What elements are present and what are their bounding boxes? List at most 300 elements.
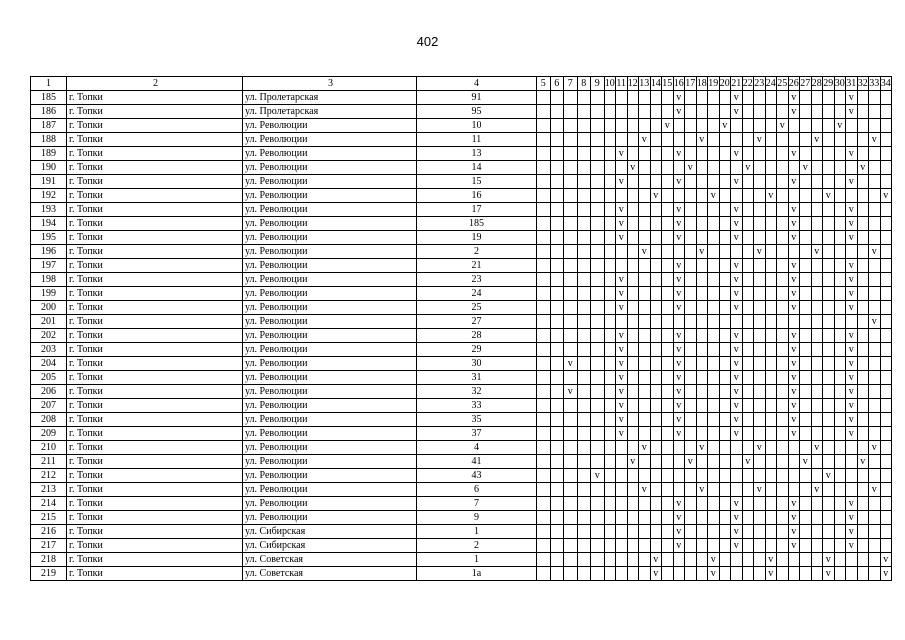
empty-cell bbox=[564, 105, 578, 119]
empty-cell bbox=[869, 539, 881, 553]
empty-cell bbox=[627, 441, 639, 455]
empty-cell bbox=[708, 427, 720, 441]
check-mark-cell: v bbox=[616, 273, 628, 287]
empty-cell bbox=[591, 567, 605, 581]
empty-cell bbox=[823, 483, 835, 497]
empty-cell bbox=[846, 133, 858, 147]
empty-cell bbox=[537, 315, 551, 329]
house-number-cell: 16 bbox=[417, 189, 537, 203]
table-row bbox=[31, 525, 892, 539]
empty-cell bbox=[537, 231, 551, 245]
empty-cell bbox=[777, 357, 789, 371]
city-cell: г. Топки bbox=[67, 105, 243, 119]
check-mark-cell: v bbox=[731, 231, 743, 245]
column-header-33: 33 bbox=[869, 78, 880, 89]
empty-cell bbox=[719, 217, 731, 231]
empty-cell bbox=[639, 301, 651, 315]
empty-cell bbox=[777, 147, 789, 161]
empty-cell bbox=[639, 203, 651, 217]
table-row bbox=[31, 217, 892, 231]
empty-cell bbox=[639, 147, 651, 161]
empty-cell bbox=[800, 399, 812, 413]
street-cell: ул. Революции bbox=[243, 497, 417, 511]
empty-cell bbox=[662, 385, 674, 399]
check-mark-cell: v bbox=[639, 441, 651, 455]
empty-cell bbox=[823, 413, 835, 427]
empty-cell bbox=[777, 259, 789, 273]
empty-cell bbox=[662, 399, 674, 413]
empty-cell bbox=[800, 441, 812, 455]
row-number: 206 bbox=[31, 385, 67, 399]
empty-cell bbox=[742, 105, 754, 119]
empty-cell bbox=[696, 539, 708, 553]
house-number-cell: 13 bbox=[417, 147, 537, 161]
empty-cell bbox=[777, 315, 789, 329]
check-mark-cell: v bbox=[788, 105, 800, 119]
empty-cell bbox=[708, 469, 720, 483]
empty-cell bbox=[857, 371, 869, 385]
empty-cell bbox=[696, 119, 708, 133]
house-number-cell: 10 bbox=[417, 119, 537, 133]
street-cell: ул. Революции bbox=[243, 371, 417, 385]
empty-cell bbox=[662, 133, 674, 147]
empty-cell bbox=[604, 553, 616, 567]
empty-cell bbox=[685, 497, 697, 511]
empty-cell bbox=[662, 147, 674, 161]
empty-cell bbox=[564, 371, 578, 385]
empty-cell bbox=[788, 441, 800, 455]
empty-cell bbox=[577, 133, 591, 147]
street-cell: ул. Революции bbox=[243, 315, 417, 329]
empty-cell bbox=[800, 413, 812, 427]
empty-cell bbox=[650, 525, 662, 539]
empty-cell bbox=[627, 315, 639, 329]
empty-cell bbox=[591, 231, 605, 245]
empty-cell bbox=[650, 287, 662, 301]
empty-cell bbox=[880, 245, 892, 259]
empty-cell bbox=[719, 315, 731, 329]
empty-cell bbox=[639, 217, 651, 231]
empty-cell bbox=[811, 175, 823, 189]
empty-cell bbox=[639, 399, 651, 413]
empty-cell bbox=[591, 539, 605, 553]
empty-cell bbox=[811, 357, 823, 371]
check-mark-cell: v bbox=[650, 553, 662, 567]
empty-cell bbox=[577, 301, 591, 315]
row-number: 210 bbox=[31, 441, 67, 455]
empty-cell bbox=[616, 525, 628, 539]
empty-cell bbox=[564, 525, 578, 539]
empty-cell bbox=[788, 455, 800, 469]
row-number: 212 bbox=[31, 469, 67, 483]
row-number: 190 bbox=[31, 161, 67, 175]
empty-cell bbox=[869, 385, 881, 399]
table-row bbox=[31, 483, 892, 497]
table-row bbox=[31, 413, 892, 427]
empty-cell bbox=[823, 273, 835, 287]
table-row bbox=[31, 91, 892, 105]
empty-cell bbox=[673, 455, 685, 469]
empty-cell bbox=[834, 105, 846, 119]
empty-cell bbox=[777, 441, 789, 455]
empty-cell bbox=[550, 539, 564, 553]
empty-cell bbox=[696, 343, 708, 357]
empty-cell bbox=[696, 525, 708, 539]
empty-cell bbox=[834, 315, 846, 329]
empty-cell bbox=[800, 287, 812, 301]
table-row bbox=[31, 553, 892, 567]
empty-cell bbox=[537, 161, 551, 175]
empty-cell bbox=[834, 133, 846, 147]
empty-cell bbox=[550, 399, 564, 413]
empty-cell bbox=[765, 413, 777, 427]
empty-cell bbox=[788, 469, 800, 483]
empty-cell bbox=[696, 455, 708, 469]
check-mark-cell: v bbox=[788, 371, 800, 385]
empty-cell bbox=[811, 385, 823, 399]
empty-cell bbox=[685, 133, 697, 147]
row-number: 188 bbox=[31, 133, 67, 147]
house-number-cell: 17 bbox=[417, 203, 537, 217]
empty-cell bbox=[869, 119, 881, 133]
empty-cell bbox=[800, 553, 812, 567]
city-cell: г. Топки bbox=[67, 553, 243, 567]
empty-cell bbox=[639, 273, 651, 287]
check-mark-cell: v bbox=[616, 329, 628, 343]
empty-cell bbox=[765, 231, 777, 245]
empty-cell bbox=[604, 483, 616, 497]
check-mark-cell: v bbox=[869, 483, 881, 497]
check-mark-cell: v bbox=[564, 385, 578, 399]
empty-cell bbox=[869, 371, 881, 385]
empty-cell bbox=[869, 301, 881, 315]
empty-cell bbox=[742, 539, 754, 553]
empty-cell bbox=[765, 441, 777, 455]
check-mark-cell: v bbox=[880, 567, 892, 581]
empty-cell bbox=[696, 385, 708, 399]
check-mark-cell: v bbox=[616, 413, 628, 427]
check-mark-cell: v bbox=[811, 245, 823, 259]
empty-cell bbox=[639, 91, 651, 105]
empty-cell bbox=[800, 189, 812, 203]
empty-cell bbox=[857, 119, 869, 133]
empty-cell bbox=[811, 399, 823, 413]
check-mark-cell: v bbox=[869, 315, 881, 329]
empty-cell bbox=[604, 399, 616, 413]
empty-cell bbox=[777, 245, 789, 259]
empty-cell bbox=[662, 245, 674, 259]
empty-cell bbox=[604, 357, 616, 371]
empty-cell bbox=[650, 427, 662, 441]
check-mark-cell: v bbox=[754, 245, 766, 259]
empty-cell bbox=[627, 203, 639, 217]
empty-cell bbox=[880, 483, 892, 497]
empty-cell bbox=[857, 217, 869, 231]
empty-cell bbox=[765, 245, 777, 259]
empty-cell bbox=[719, 161, 731, 175]
city-cell: г. Топки bbox=[67, 231, 243, 245]
street-cell: ул. Революции bbox=[243, 189, 417, 203]
empty-cell bbox=[742, 259, 754, 273]
empty-cell bbox=[742, 189, 754, 203]
empty-cell bbox=[550, 161, 564, 175]
empty-cell bbox=[869, 553, 881, 567]
table-row bbox=[31, 133, 892, 147]
check-mark-cell: v bbox=[616, 357, 628, 371]
empty-cell bbox=[627, 497, 639, 511]
empty-cell bbox=[616, 455, 628, 469]
empty-cell bbox=[823, 427, 835, 441]
empty-cell bbox=[765, 427, 777, 441]
empty-cell bbox=[754, 525, 766, 539]
check-mark-cell: v bbox=[662, 119, 674, 133]
empty-cell bbox=[550, 301, 564, 315]
empty-cell bbox=[869, 217, 881, 231]
empty-cell bbox=[627, 399, 639, 413]
empty-cell bbox=[811, 539, 823, 553]
empty-cell bbox=[650, 483, 662, 497]
empty-cell bbox=[765, 399, 777, 413]
empty-cell bbox=[731, 315, 743, 329]
check-mark-cell: v bbox=[696, 245, 708, 259]
check-mark-cell: v bbox=[673, 399, 685, 413]
street-cell: ул. Революции bbox=[243, 259, 417, 273]
empty-cell bbox=[777, 273, 789, 287]
house-number-cell: 32 bbox=[417, 385, 537, 399]
empty-cell bbox=[662, 511, 674, 525]
empty-cell bbox=[880, 147, 892, 161]
empty-cell bbox=[754, 203, 766, 217]
table-row bbox=[31, 497, 892, 511]
house-number-cell: 95 bbox=[417, 105, 537, 119]
empty-cell bbox=[550, 413, 564, 427]
check-mark-cell: v bbox=[685, 455, 697, 469]
empty-cell bbox=[604, 273, 616, 287]
empty-cell bbox=[577, 315, 591, 329]
house-number-cell: 11 bbox=[417, 133, 537, 147]
empty-cell bbox=[880, 175, 892, 189]
empty-cell bbox=[708, 539, 720, 553]
check-mark-cell: v bbox=[673, 539, 685, 553]
empty-cell bbox=[673, 441, 685, 455]
empty-cell bbox=[708, 399, 720, 413]
table-row bbox=[31, 175, 892, 189]
city-cell: г. Топки bbox=[67, 161, 243, 175]
check-mark-cell: v bbox=[823, 553, 835, 567]
check-mark-cell: v bbox=[742, 455, 754, 469]
street-cell: ул. Революции bbox=[243, 329, 417, 343]
empty-cell bbox=[765, 511, 777, 525]
empty-cell bbox=[604, 525, 616, 539]
city-cell: г. Топки bbox=[67, 567, 243, 581]
empty-cell bbox=[719, 483, 731, 497]
check-mark-cell: v bbox=[673, 147, 685, 161]
empty-cell bbox=[800, 357, 812, 371]
empty-cell bbox=[685, 329, 697, 343]
empty-cell bbox=[604, 287, 616, 301]
empty-cell bbox=[754, 343, 766, 357]
check-mark-cell: v bbox=[731, 371, 743, 385]
check-mark-cell: v bbox=[846, 105, 858, 119]
check-mark-cell: v bbox=[731, 539, 743, 553]
empty-cell bbox=[650, 343, 662, 357]
empty-cell bbox=[564, 273, 578, 287]
empty-cell bbox=[577, 539, 591, 553]
empty-cell bbox=[662, 441, 674, 455]
empty-cell bbox=[823, 385, 835, 399]
empty-cell bbox=[537, 427, 551, 441]
empty-cell bbox=[719, 273, 731, 287]
empty-cell bbox=[685, 343, 697, 357]
empty-cell bbox=[708, 483, 720, 497]
empty-cell bbox=[537, 245, 551, 259]
empty-cell bbox=[800, 315, 812, 329]
empty-cell bbox=[742, 329, 754, 343]
empty-cell bbox=[880, 161, 892, 175]
empty-cell bbox=[537, 371, 551, 385]
empty-cell bbox=[823, 343, 835, 357]
street-cell: ул. Революции bbox=[243, 427, 417, 441]
empty-cell bbox=[650, 539, 662, 553]
empty-cell bbox=[742, 133, 754, 147]
column-header-23: 23 bbox=[754, 78, 765, 89]
check-mark-cell: v bbox=[616, 385, 628, 399]
empty-cell bbox=[550, 427, 564, 441]
empty-cell bbox=[685, 203, 697, 217]
empty-cell bbox=[639, 539, 651, 553]
check-mark-cell: v bbox=[673, 357, 685, 371]
empty-cell bbox=[604, 385, 616, 399]
empty-cell bbox=[662, 357, 674, 371]
empty-cell bbox=[754, 315, 766, 329]
empty-cell bbox=[627, 245, 639, 259]
check-mark-cell: v bbox=[731, 427, 743, 441]
empty-cell bbox=[577, 189, 591, 203]
street-cell: ул. Сибирская bbox=[243, 525, 417, 539]
column-header-34: 34 bbox=[880, 78, 891, 89]
empty-cell bbox=[765, 133, 777, 147]
empty-cell bbox=[719, 301, 731, 315]
empty-cell bbox=[577, 329, 591, 343]
empty-cell bbox=[564, 539, 578, 553]
empty-cell bbox=[604, 175, 616, 189]
empty-cell bbox=[564, 399, 578, 413]
empty-cell bbox=[662, 301, 674, 315]
empty-cell bbox=[777, 399, 789, 413]
empty-cell bbox=[577, 553, 591, 567]
empty-cell bbox=[846, 161, 858, 175]
table-row bbox=[31, 427, 892, 441]
check-mark-cell: v bbox=[564, 357, 578, 371]
empty-cell bbox=[564, 301, 578, 315]
column-header-13: 13 bbox=[639, 78, 650, 89]
empty-cell bbox=[662, 203, 674, 217]
empty-cell bbox=[765, 161, 777, 175]
house-number-cell: 185 bbox=[417, 217, 537, 231]
empty-cell bbox=[627, 343, 639, 357]
check-mark-cell: v bbox=[731, 497, 743, 511]
empty-cell bbox=[673, 133, 685, 147]
empty-cell bbox=[550, 329, 564, 343]
empty-cell bbox=[880, 511, 892, 525]
empty-cell bbox=[754, 273, 766, 287]
empty-cell bbox=[537, 357, 551, 371]
empty-cell bbox=[857, 287, 869, 301]
empty-cell bbox=[823, 161, 835, 175]
empty-cell bbox=[823, 147, 835, 161]
empty-cell bbox=[550, 217, 564, 231]
empty-cell bbox=[577, 469, 591, 483]
check-mark-cell: v bbox=[846, 385, 858, 399]
empty-cell bbox=[662, 91, 674, 105]
empty-cell bbox=[857, 315, 869, 329]
empty-cell bbox=[880, 301, 892, 315]
empty-cell bbox=[754, 371, 766, 385]
empty-cell bbox=[696, 161, 708, 175]
check-mark-cell: v bbox=[673, 343, 685, 357]
empty-cell bbox=[823, 133, 835, 147]
check-mark-cell: v bbox=[708, 189, 720, 203]
empty-cell bbox=[550, 287, 564, 301]
empty-cell bbox=[685, 245, 697, 259]
empty-cell bbox=[869, 189, 881, 203]
empty-cell bbox=[823, 217, 835, 231]
empty-cell bbox=[627, 133, 639, 147]
empty-cell bbox=[577, 399, 591, 413]
check-mark-cell: v bbox=[696, 133, 708, 147]
check-mark-cell: v bbox=[673, 287, 685, 301]
empty-cell bbox=[616, 91, 628, 105]
empty-cell bbox=[869, 161, 881, 175]
street-cell: ул. Пролетарская bbox=[243, 91, 417, 105]
empty-cell bbox=[834, 245, 846, 259]
empty-cell bbox=[627, 231, 639, 245]
empty-cell bbox=[754, 399, 766, 413]
empty-cell bbox=[857, 539, 869, 553]
empty-cell bbox=[627, 385, 639, 399]
house-number-cell: 7 bbox=[417, 497, 537, 511]
empty-cell bbox=[880, 497, 892, 511]
empty-cell bbox=[742, 231, 754, 245]
row-number: 192 bbox=[31, 189, 67, 203]
empty-cell bbox=[564, 497, 578, 511]
empty-cell bbox=[719, 567, 731, 581]
empty-cell bbox=[708, 511, 720, 525]
empty-cell bbox=[537, 511, 551, 525]
row-number: 198 bbox=[31, 273, 67, 287]
empty-cell bbox=[685, 119, 697, 133]
empty-cell bbox=[765, 469, 777, 483]
check-mark-cell: v bbox=[616, 427, 628, 441]
empty-cell bbox=[639, 175, 651, 189]
empty-cell bbox=[742, 483, 754, 497]
row-number: 197 bbox=[31, 259, 67, 273]
empty-cell bbox=[627, 469, 639, 483]
empty-cell bbox=[537, 203, 551, 217]
empty-cell bbox=[650, 399, 662, 413]
empty-cell bbox=[857, 329, 869, 343]
row-number: 204 bbox=[31, 357, 67, 371]
empty-cell bbox=[811, 315, 823, 329]
table-row bbox=[31, 343, 892, 357]
check-mark-cell: v bbox=[616, 217, 628, 231]
column-header-25: 25 bbox=[777, 78, 788, 89]
empty-cell bbox=[564, 245, 578, 259]
empty-cell bbox=[742, 497, 754, 511]
empty-cell bbox=[731, 119, 743, 133]
house-number-cell: 2 bbox=[417, 245, 537, 259]
empty-cell bbox=[591, 203, 605, 217]
